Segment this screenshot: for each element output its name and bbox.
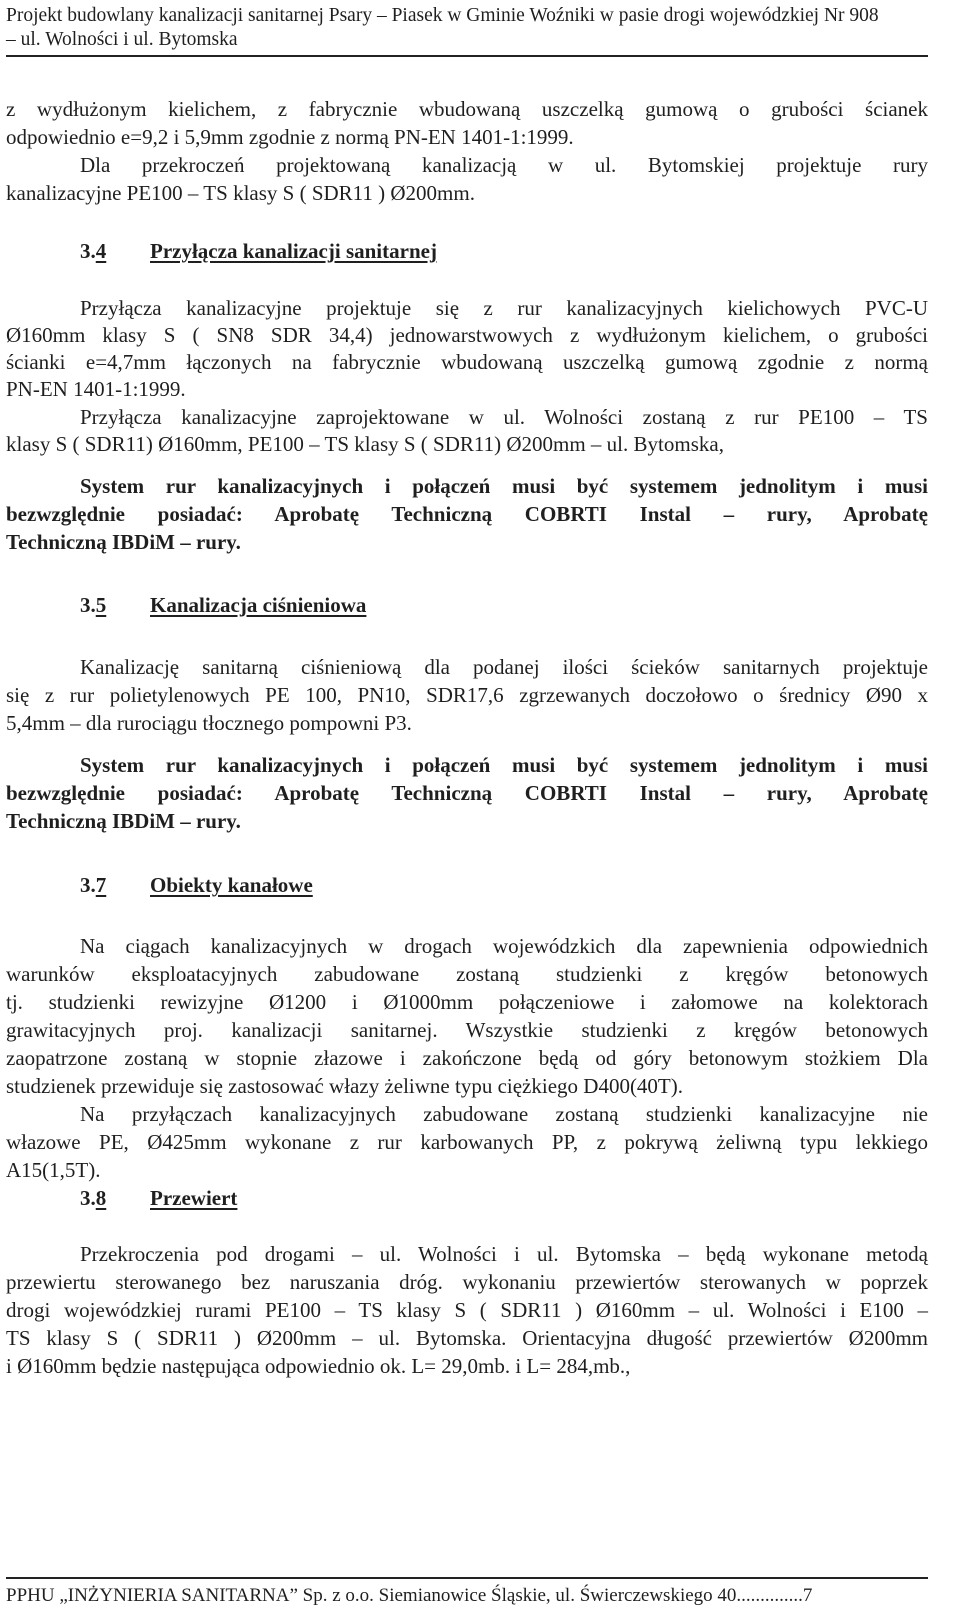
section-heading-3-8: [80, 1185, 237, 1211]
paragraph-line: warunków eksploatacyjnych zabudowane zostaną studzienki z kręgów betonowych: [6, 962, 928, 986]
paragraph-line: studzienek przewiduje się zastosować włazy żeliwne typu ciężkiego D400(40T).: [6, 1074, 684, 1098]
bold-requirement-line: System rur kanalizacyjnych i połączeń musi być systemem jednolitym i musi: [80, 753, 928, 777]
header-line-1: Projekt budowlany kanalizacji sanitarnej Psary – Piasek w Gminie Woźniki w pasie drogi wojewódzkiej Nr 908: [6, 5, 879, 26]
paragraph-line: TS klasy S ( SDR11 ) Ø200mm – ul. Bytomska. Orientacyjna długość przewiertów Ø200mm: [6, 1326, 928, 1350]
section-title: Przyłącza kanalizacji sanitarnej: [150, 239, 437, 263]
section-heading-3-4: [80, 238, 437, 264]
paragraph-line: Przyłącza kanalizacyjne projektuje się z rur kanalizacyjnych kielichowych PVC-U: [80, 296, 928, 320]
page-header: [6, 4, 879, 52]
paragraph-line: Przyłącza kanalizacyjne zaprojektowane w ul. Wolności zostaną z rur PE100 – TS: [80, 405, 928, 429]
bold-requirement-line: Techniczną IBDiM – rury.: [6, 809, 241, 833]
paragraph-line: się z rur polietylenowych PE 100, PN10, SDR17,6 zgrzewanych doczołowo o średnicy Ø90 x: [6, 683, 928, 707]
section-heading-3-7: [80, 872, 313, 898]
bold-requirement-line: bezwzględnie posiadać: Aprobatę Techniczną COBRTI Instal – rury, Aprobatę: [6, 781, 928, 805]
intro-line: kanalizacyjne PE100 – TS klasy S ( SDR11 ) Ø200mm.: [6, 181, 475, 205]
section-heading-3-5: [80, 592, 366, 618]
paragraph-line: ścianki e=4,7mm łączonych na fabrycznie wbudowaną uszczelką gumową zgodnie z normą: [6, 350, 928, 374]
paragraph-line: Przekroczenia pod drogami – ul. Wolności i ul. Bytomska – będą wykonane metodą: [80, 1242, 928, 1266]
paragraph-line: zaopatrzone zostaną w stopnie złazowe i zakończone będą od góry betonowym stożkiem Dla: [6, 1046, 928, 1070]
header-divider: [6, 55, 928, 57]
paragraph-line: przewiertu sterowanego bez naruszania dróg. wykonaniu przewiertów sterowanych w poprzek: [6, 1270, 928, 1294]
section-number-underlined: 5: [95, 593, 107, 617]
paragraph-line: drogi wojewódzkiej rurami PE100 – TS klasy S ( SDR11 ) Ø160mm – ul. Wolności i E100 –: [6, 1298, 928, 1322]
section-title: Kanalizacja ciśnieniowa: [150, 593, 367, 617]
section-number: 3.: [80, 593, 96, 617]
paragraph-line: klasy S ( SDR11) Ø160mm, PE100 – TS klasy S ( SDR11) Ø200mm – ul. Bytomska,: [6, 432, 724, 456]
section-number-underlined: 4: [95, 239, 107, 263]
paragraph-line: włazowe PE, Ø425mm wykonane z rur karbowanych PP, z pokrywą żeliwną typu lekkiego: [6, 1130, 928, 1154]
header-line-2: – ul. Wolności i ul. Bytomska: [6, 29, 238, 50]
paragraph-line: tj. studzienki rewizyjne Ø1200 i Ø1000mm połączeniowe i załomowe na kolektorach: [6, 990, 928, 1014]
bold-requirement-line: Techniczną IBDiM – rury.: [6, 530, 241, 554]
bold-requirement-line: System rur kanalizacyjnych i połączeń musi być systemem jednolitym i musi: [80, 474, 928, 498]
section-number-underlined: 7: [95, 873, 107, 897]
section-number: 3.: [80, 239, 96, 263]
section-number: 3.: [80, 873, 96, 897]
paragraph-line: PN-EN 1401-1:1999.: [6, 377, 186, 401]
page-footer: PPHU „INŻYNIERIA SANITARNA” Sp. z o.o. Siemianowice Śląskie, ul. Świerczewskiego 40..............7: [6, 1585, 813, 1606]
paragraph-line: 5,4mm – dla rurociągu tłocznego pompowni P3.: [6, 711, 412, 735]
intro-line: z wydłużonym kielichem, z fabrycznie wbudowaną uszczelką gumową o grubości ścianek: [6, 97, 928, 121]
paragraph-line: A15(1,5T).: [6, 1158, 101, 1182]
paragraph-line: grawitacyjnych proj. kanalizacji sanitarnej. Wszystkie studzienki z kręgów betonowych: [6, 1018, 928, 1042]
paragraph-line: Na ciągach kanalizacyjnych w drogach wojewódzkich dla zapewnienia odpowiednich: [80, 934, 928, 958]
paragraph-line: Kanalizację sanitarną ciśnieniową dla podanej ilości ścieków sanitarnych projektuje: [80, 655, 928, 679]
section-number-underlined: 8: [95, 1186, 107, 1210]
bold-requirement-line: bezwzględnie posiadać: Aprobatę Techniczną COBRTI Instal – rury, Aprobatę: [6, 502, 928, 526]
section-title: Obiekty kanałowe: [150, 873, 313, 897]
intro-line: odpowiednio e=9,2 i 5,9mm zgodnie z normą PN-EN 1401-1:1999.: [6, 125, 574, 149]
footer-divider: [6, 1577, 928, 1579]
section-title: Przewiert: [150, 1186, 238, 1210]
paragraph-line: Na przyłączach kanalizacyjnych zabudowane zostaną studzienki kanalizacyjne nie: [80, 1102, 928, 1126]
paragraph-line: Ø160mm klasy S ( SN8 SDR 34,4) jednowarstwowych z wydłużonym kielichem, o grubości: [6, 323, 928, 347]
intro-line: Dla przekroczeń projektowaną kanalizacją w ul. Bytomskiej projektuje rury: [80, 153, 928, 177]
section-number: 3.: [80, 1186, 96, 1210]
paragraph-line: i Ø160mm będzie następująca odpowiednio ok. L= 29,0mb. i L= 284,mb.,: [6, 1354, 631, 1378]
